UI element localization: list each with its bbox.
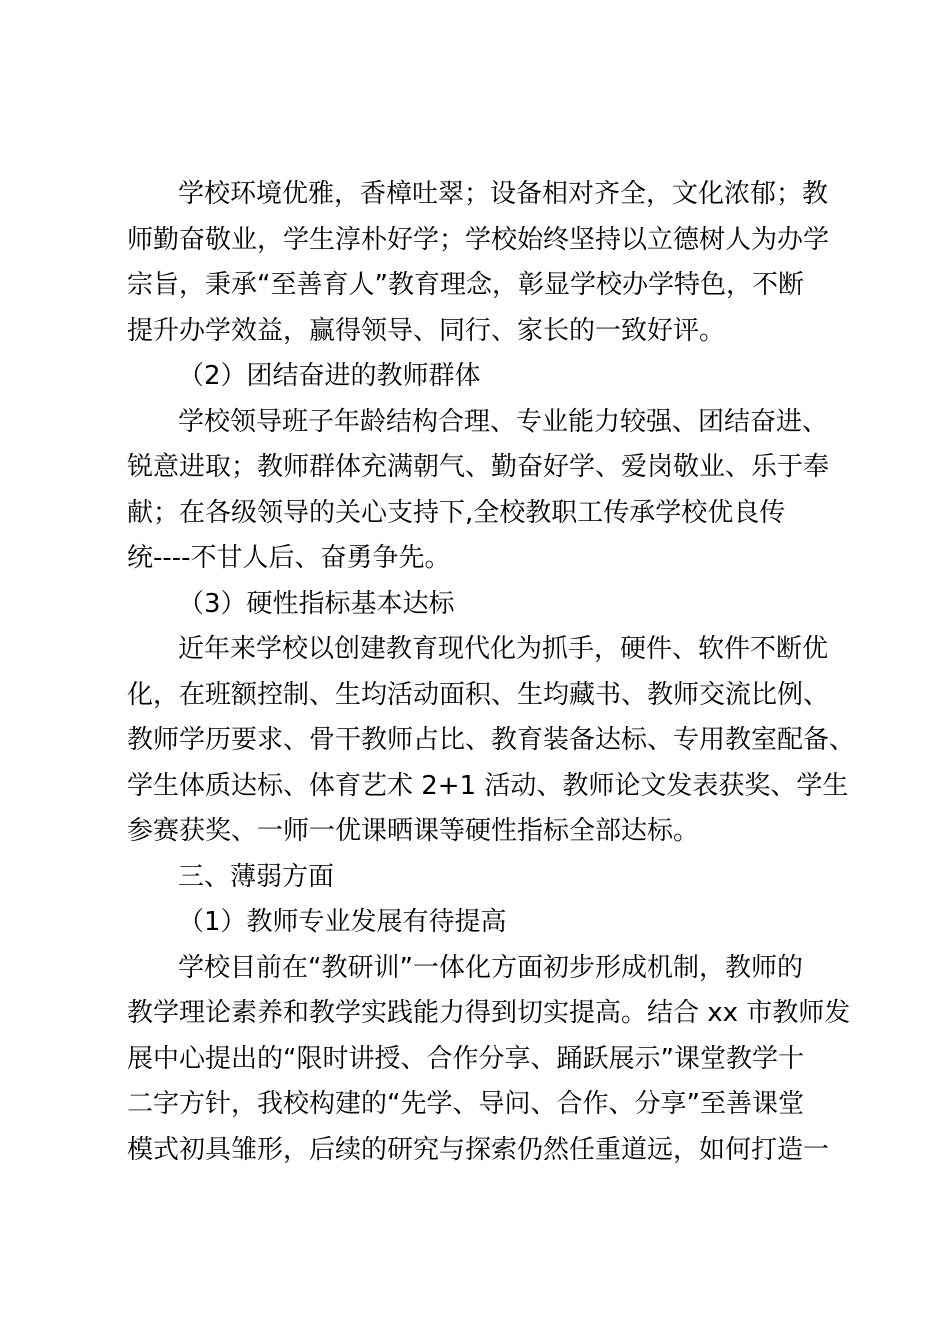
paragraph-line: 参赛获奖、一师一优课晒课等硬性指标全部达标。 xyxy=(127,816,700,846)
paragraph-line: 教学理论素养和教学实践能力得到切实提高。结合 xx 市教师发 xyxy=(127,998,851,1028)
paragraph-line: 献；在各级领导的关心支持下,全校教职工传承学校优良传 xyxy=(127,498,786,528)
paragraph-line: 展中心提出的“限时讲授、合作分享、踊跃展示”课堂教学十 xyxy=(127,1044,804,1074)
paragraph-line: 学校目前在“教研训”一体化方面初步形成机制，教师的 xyxy=(178,953,803,983)
paragraph-line: 学校领导班子年龄结构合理、专业能力较强、团结奋进、 xyxy=(178,407,829,437)
paragraph-line: 锐意进取；教师群体充满朝气、勤奋好学、爱岗敬业、乐于奉 xyxy=(127,452,830,482)
paragraph-line: 统----不甘人后、奋勇争先。 xyxy=(127,543,451,573)
chapter-heading: 三、薄弱方面 xyxy=(178,862,335,892)
paragraph-line: 师勤奋敬业，学生淳朴好学；学校始终坚持以立德树人为办学 xyxy=(127,225,830,255)
paragraph-line: 二字方针，我校构建的“先学、导问、合作、分享”至善课堂 xyxy=(127,1089,804,1119)
paragraph-line: 化，在班额控制、生均活动面积、生均藏书、教师交流比例、 xyxy=(127,680,830,710)
section-heading: （2）团结奋进的教师群体 xyxy=(178,361,481,391)
section-heading: （1）教师专业发展有待提高 xyxy=(178,907,507,937)
paragraph-line: 学校环境优雅，香樟吐翠；设备相对齐全，文化浓郁；教 xyxy=(178,179,829,209)
paragraph-line: 学生体质达标、体育艺术 2+1 活动、教师论文发表获奖、学生 xyxy=(127,771,849,801)
paragraph-line: 近年来学校以创建教育现代化为抓手，硬件、软件不断优 xyxy=(178,634,829,664)
paragraph-line: 宗旨，秉承“至善育人”教育理念，彰显学校办学特色，不断 xyxy=(127,270,804,300)
paragraph-line: 教师学历要求、骨干教师占比、教育装备达标、专用教室配备、 xyxy=(127,725,856,755)
paragraph-line: 提升办学效益，赢得领导、同行、家长的一致好评。 xyxy=(127,316,726,346)
paragraph-line: 模式初具雏形，后续的研究与探索仍然任重道远，如何打造一 xyxy=(127,1135,830,1165)
section-heading: （3）硬性指标基本达标 xyxy=(178,589,455,619)
